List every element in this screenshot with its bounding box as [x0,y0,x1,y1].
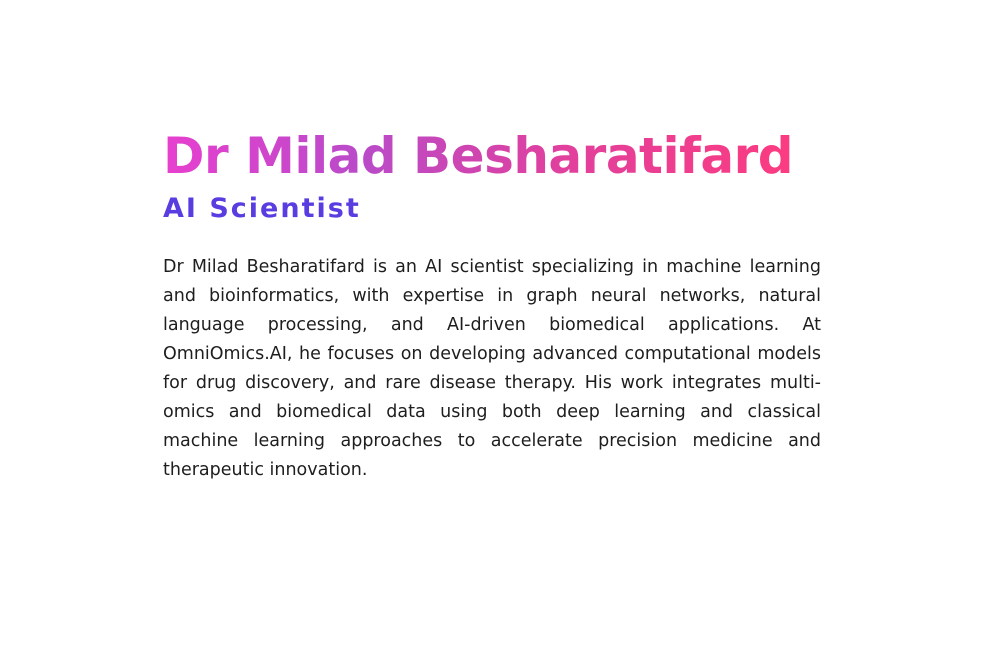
profile-name: Dr Milad Besharatifard [163,124,821,188]
profile-role: AI Scientist [163,193,361,224]
profile-card [163,124,821,485]
profile-bio: Dr Milad Besharatifard is an AI scientist specializing in machine learning and bioinformatics, with expertise in graph neural networks, natural language processing, and AI-driven biomedical applications. At OmniOmics.AI, he focuses on developing advanced computational models for drug discovery, and rare disease therapy. His work integrates multi-omics and biomedical data using both deep learning and classical machine learning approaches to accelerate precision medicine and therapeutic innovation. [163,257,821,480]
